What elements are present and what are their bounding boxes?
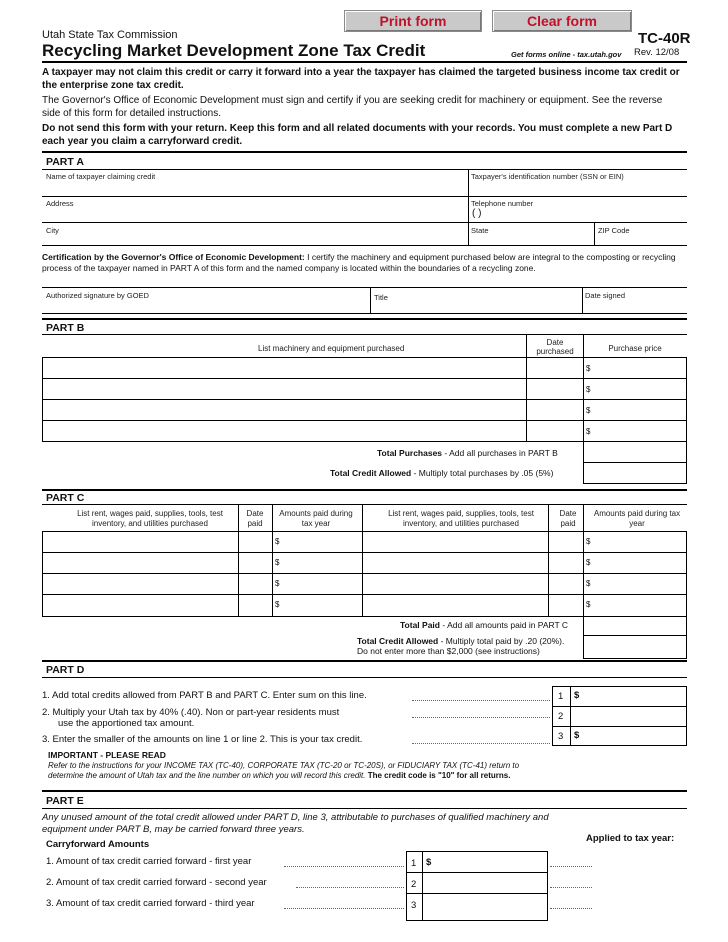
c-total-bold: Total Paid <box>400 620 440 630</box>
c-r1-dollar: $ <box>586 537 591 546</box>
b-credit-bold: Total Credit Allowed <box>330 468 412 478</box>
e-line1-amount-field[interactable] <box>434 854 546 870</box>
b-row1-dollar: $ <box>586 364 591 373</box>
clear-form-button[interactable]: Clear form <box>492 10 632 32</box>
goed-signature-field[interactable] <box>46 300 366 312</box>
c-credit-limit-note: Do not enter more than $2,000 (see instructions) <box>357 646 540 656</box>
zip-label: ZIP Code <box>598 226 630 235</box>
b-row3-item-field[interactable] <box>44 401 524 419</box>
d-line1-amount-field[interactable] <box>582 688 684 704</box>
c-r3-dollar: $ <box>586 579 591 588</box>
col-equipment-header: List machinery and equipment purchased <box>258 344 405 353</box>
d-line2-text-a: 2. Multiply your Utah tax by 40% (.40). Non or part-year residents must <box>42 707 340 718</box>
d-line3-text: 3. Enter the smaller of the amounts on line 1 or line 2. This is your tax credit. <box>42 734 363 745</box>
cert-body: I certify the machinery and equipment purchased below are integral to the composting or recycling process of the taxpayer named in PART A of this form and the named company is located within the boundaries of a recycling zone. <box>42 252 676 273</box>
e-line2-text: 2. Amount of tax credit carried forward - second year <box>46 877 267 888</box>
part-c-heading: PART C <box>46 492 85 504</box>
address-field[interactable] <box>46 208 464 222</box>
b-row2-item-field[interactable] <box>44 380 524 398</box>
c-col-amt-right-header: Amounts paid during tax year <box>593 509 681 528</box>
c-total-paid-label <box>400 620 568 630</box>
state-label: State <box>471 226 489 235</box>
e-intro-line2: equipment under PART B, may be carried forward three years. <box>42 824 305 835</box>
date-signed-label: Date signed <box>585 291 626 300</box>
e-line3-year-field[interactable] <box>550 908 592 909</box>
tin-field[interactable] <box>472 182 682 196</box>
b-total-rest: - Add all purchases in PART B <box>442 448 558 458</box>
intro-keep-records: Do not send this form with your return. Keep this form and all related documents with your records. You must complete a new Part D each year you claim a carryforward credit. <box>42 123 673 147</box>
b-row4-item-field[interactable] <box>44 422 524 440</box>
goed-signature-label: Authorized signature by GOED <box>46 291 149 300</box>
e-line1-year-field[interactable] <box>550 866 592 867</box>
c-l3-dollar: $ <box>275 579 280 588</box>
d-line1-text: 1. Add total credits allowed from PART B and PART C. Enter sum on this line. <box>42 690 367 701</box>
b-total-credit-label <box>330 468 553 478</box>
d-note-line2-text: determine the amount of Utah tax and the line number on which you will record this credit. <box>48 771 366 780</box>
e-line2-year-field[interactable] <box>550 887 592 888</box>
part-a-heading: PART A <box>46 156 84 168</box>
intro-warning: A taxpayer may not claim this credit or carry it forward into a year the taxpayer has claimed the targeted business income tax credit or the enterprise zone tax credit. <box>42 67 680 91</box>
taxpayer-name-field[interactable] <box>46 182 464 196</box>
c-credit-bold: Total Credit Allowed <box>357 636 439 646</box>
c-l1-dollar: $ <box>275 537 280 546</box>
c-r2-dollar: $ <box>586 558 591 567</box>
e-line3-text: 3. Amount of tax credit carried forward - third year <box>46 898 255 909</box>
b-row4-dollar: $ <box>586 427 591 436</box>
e-line3-number: 3 <box>411 900 417 911</box>
e-line1-dollar: $ <box>426 857 432 868</box>
d-note-line2 <box>48 771 510 780</box>
part-b-heading: PART B <box>46 322 85 334</box>
part-d-heading: PART D <box>46 664 85 676</box>
c-total-rest: - Add all amounts paid in PART C <box>440 620 569 630</box>
d-line2-number: 2 <box>558 711 564 722</box>
phone-field[interactable]: ( ) <box>472 208 482 219</box>
col-purchase-price-header: Purchase price <box>608 344 662 353</box>
d-note-line1: Refer to the instructions for your INCOME TAX (TC-40), CORPORATE TAX (TC-20 or TC-20S), or FIDUCIARY TAX (TC-41) return to <box>48 761 520 770</box>
d-important-heading: IMPORTANT - PLEASE READ <box>48 750 166 760</box>
d-credit-code-note: The credit code is "10" for all returns. <box>365 771 511 780</box>
part-e-heading: PART E <box>46 795 84 807</box>
d-line3-dollar: $ <box>574 730 580 741</box>
e-line3-amount-field[interactable] <box>424 896 546 912</box>
c-r4-dollar: $ <box>586 600 591 609</box>
print-form-button[interactable]: Print form <box>344 10 482 32</box>
tin-label: Taxpayer's identification number (SSN or EIN) <box>471 172 624 181</box>
c-credit-rest: - Multiply total paid by .20 (20%). <box>438 636 565 646</box>
b-row1-item-field[interactable] <box>44 359 524 377</box>
form-number: TC-40R <box>638 30 691 47</box>
revision-date: Rev. 12/08 <box>634 47 680 58</box>
col-date-purchased-header: Date purchased <box>536 338 574 356</box>
b-row3-dollar: $ <box>586 406 591 415</box>
taxpayer-name-label: Name of taxpayer claiming credit <box>46 172 156 181</box>
c-col-date-left-header: Date paid <box>246 509 264 528</box>
goed-certification-text <box>42 252 682 274</box>
e-applied-year-heading: Applied to tax year: <box>586 833 675 844</box>
c-col-list-right-header: List rent, wages paid, supplies, tools, test inventory, and utilities purchased <box>388 509 534 528</box>
e-intro-line1: Any unused amount of the total credit allowed under PART D, line 3, attributable to purchases of qualified machinery and <box>42 812 549 823</box>
d-line1-number: 1 <box>558 691 564 702</box>
city-label: City <box>46 226 59 235</box>
c-l2-dollar: $ <box>275 558 280 567</box>
intro-goed-note: The Governor's Office of Economic Development must sign and certify if you are seeking credit for machinery or equipment. See the reverse side of this form for detailed instructions. <box>42 95 663 119</box>
form-title: Recycling Market Development Zone Tax Credit <box>42 41 426 60</box>
e-line2-amount-field[interactable] <box>424 875 546 891</box>
d-line2-amount-field[interactable] <box>573 708 684 724</box>
e-line1-text: 1. Amount of tax credit carried forward - first year <box>46 856 252 867</box>
e-line1-number: 1 <box>411 858 417 869</box>
c-total-credit-label <box>357 636 564 646</box>
d-line3-amount-field[interactable] <box>582 728 684 744</box>
d-line1-dollar: $ <box>574 690 580 701</box>
b-total-purchases-label <box>377 448 558 458</box>
agency-name: Utah State Tax Commission <box>42 29 178 41</box>
b-row2-dollar: $ <box>586 385 591 394</box>
e-line2-number: 2 <box>411 879 417 890</box>
c-col-list-left-header: List rent, wages paid, supplies, tools, test inventory, and utilities purchased <box>77 509 223 528</box>
e-carryforward-heading: Carryforward Amounts <box>46 839 150 850</box>
d-line3-number: 3 <box>558 731 564 742</box>
c-l4-dollar: $ <box>275 600 280 609</box>
d-line2-text-b: use the apportioned tax amount. <box>58 718 195 729</box>
cert-heading: Certification by the Governor's Office of Economic Development: <box>42 252 305 262</box>
b-total-bold: Total Purchases <box>377 448 443 458</box>
address-label: Address <box>46 199 74 208</box>
b-credit-rest: - Multiply total purchases by .05 (5%) <box>411 468 554 478</box>
goed-title-label: Title <box>374 293 388 302</box>
c-col-date-right-header: Date paid <box>559 509 577 528</box>
c-col-amt-left-header: Amounts paid during tax year <box>279 509 353 528</box>
online-forms-note: Get forms online - tax.utah.gov <box>511 50 622 59</box>
phone-label: Telephone number <box>471 199 534 208</box>
city-field[interactable] <box>46 235 464 245</box>
